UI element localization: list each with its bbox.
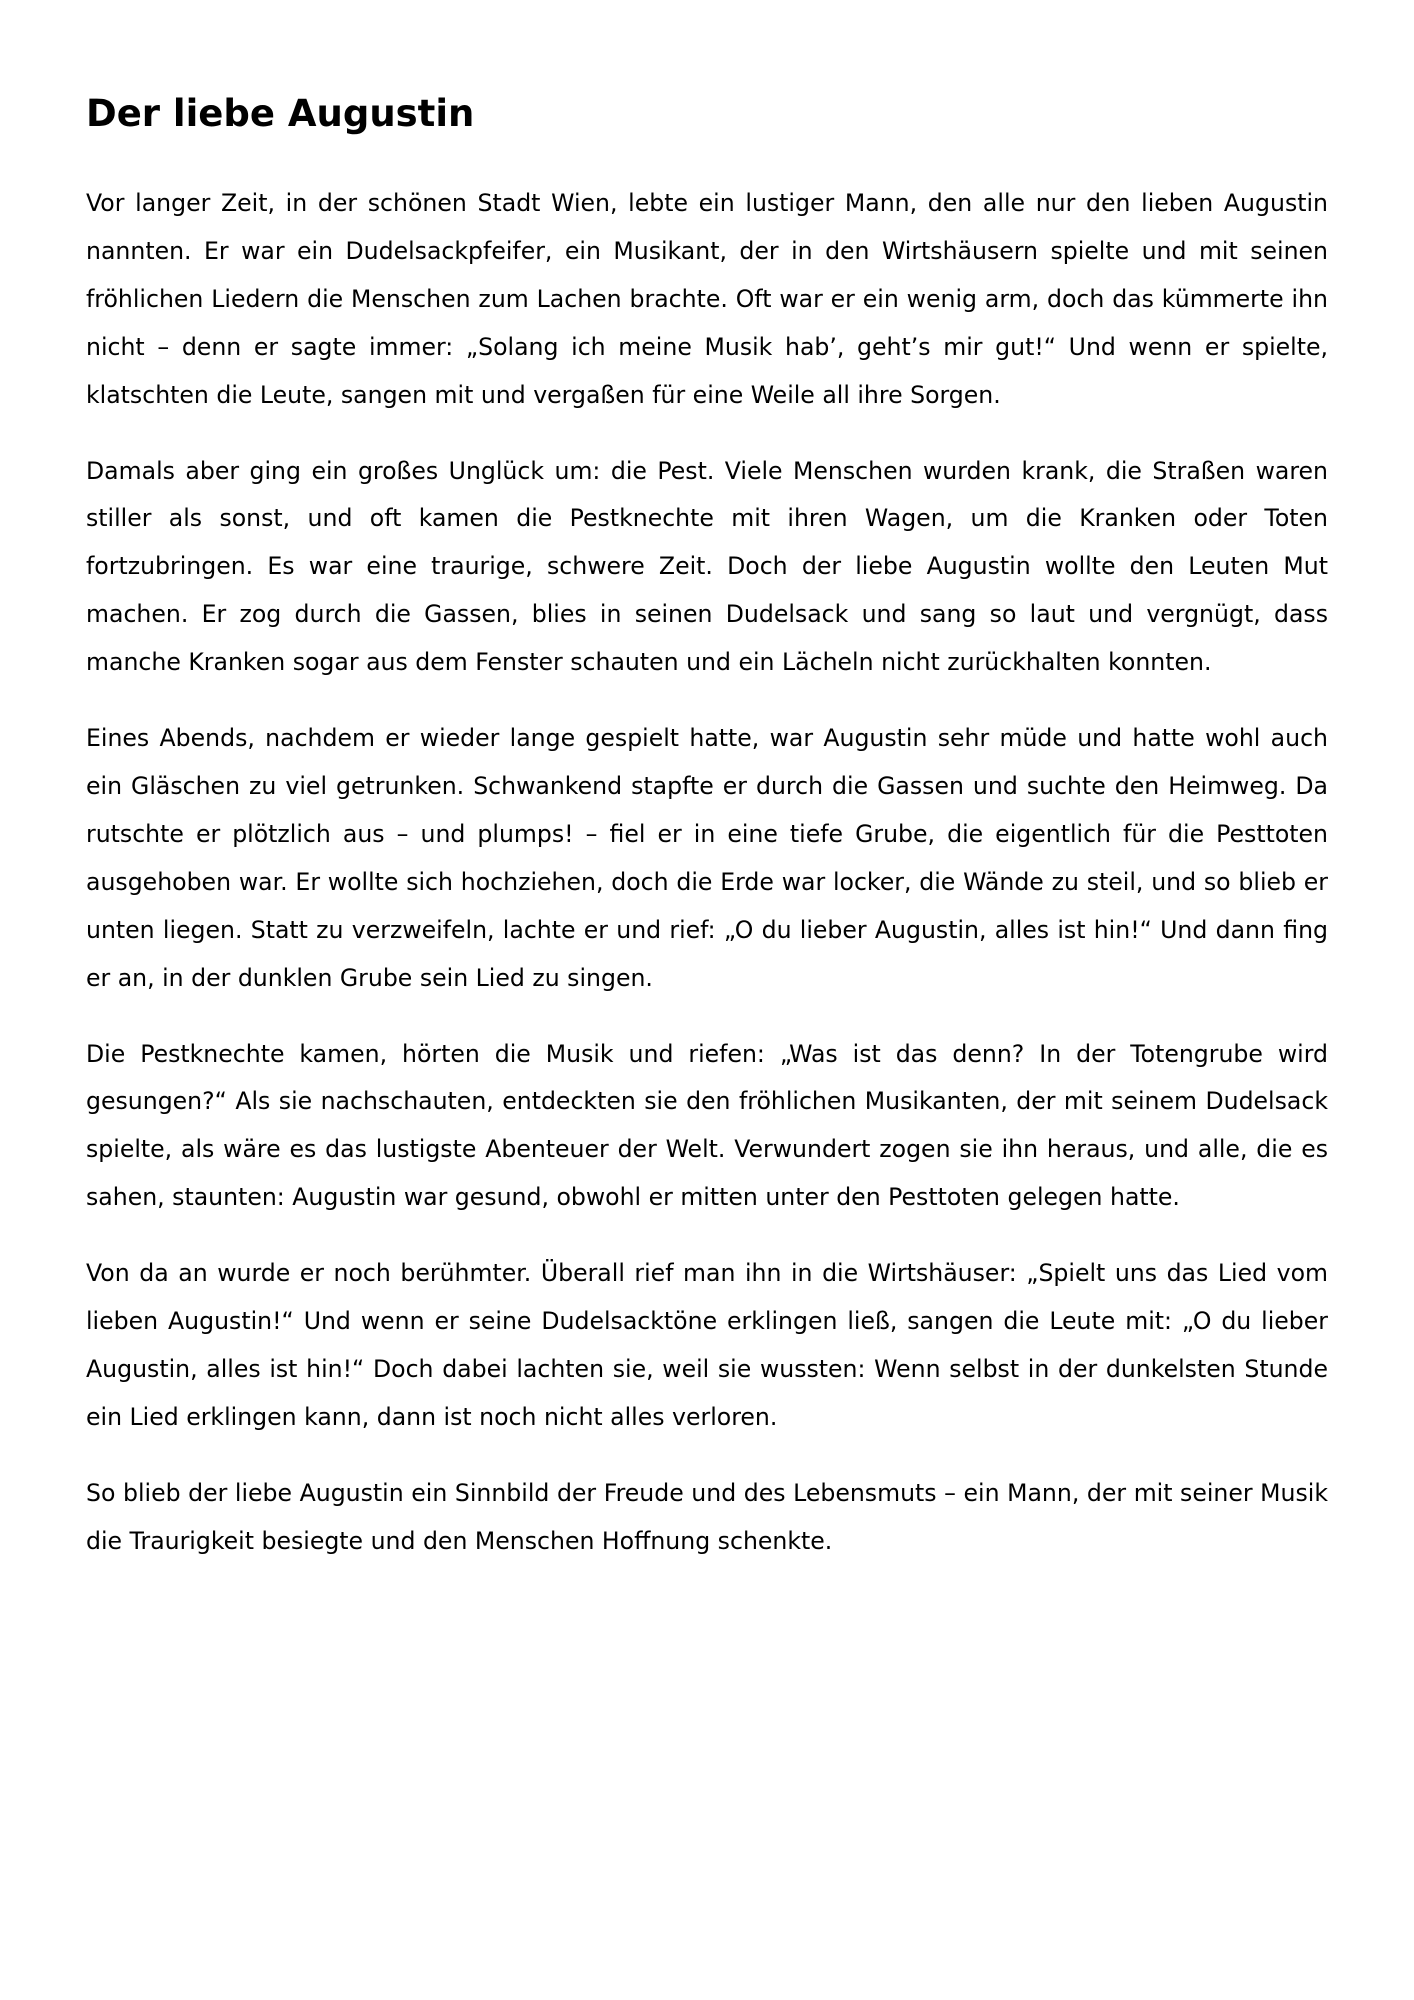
document-body (86, 84, 1328, 1594)
paragraph-2: Damals aber ging ein großes Unglück um: die Pest. Viele Menschen wurden krank, die Straßen waren stiller als sonst, und oft kamen die Pestknechte mit ihren Wagen, um die Kranken oder Toten fortzubringen. Es war eine traurige, schwere Zeit. Doch der liebe Augustin wollte den Leuten Mut machen. Er zog durch die Gassen, blies in seinen Dudelsack und sang so laut und vergnügt, dass manche Kranken sogar aus dem Fenster schauten und ein Lächeln nicht zurückhalten konnten. (86, 456, 1328, 677)
paragraph-3: Eines Abends, nachdem er wieder lange gespielt hatte, war Augustin sehr müde und hatte wohl auch ein Gläschen zu viel getrunken. Schwankend stapfte er durch die Gassen und suchte den Heimweg. Da rutschte er plötzlich aus – und plumps! – fiel er in eine tiefe Grube, die eigentlich für die Pesttoten ausgehoben war. Er wollte sich hochziehen, doch die Erde war locker, die Wände zu steil, und so blieb er unten liegen. Statt zu verzweifeln, lachte er und rief: „O du lieber Augustin, alles ist hin!“ Und dann fing er an, in der dunklen Grube sein Lied zu singen. (86, 724, 1328, 992)
paragraph-6: So blieb der liebe Augustin ein Sinnbild der Freude und des Lebensmuts – ein Mann, der mit seiner Musik die Traurigkeit besiegte und den Menschen Hoffnung schenkte. (86, 1478, 1328, 1555)
paragraph-4: Die Pestknechte kamen, hörten die Musik und riefen: „Was ist das denn? In der Totengrube wird gesungen?“ Als sie nachschauten, entdeckten sie den fröhlichen Musikanten, der mit seinem Dudelsack spielte, als wäre es das lustigste Abenteuer der Welt. Verwundert zogen sie ihn heraus, und alle, die es sahen, staunten: Augustin war gesund, obwohl er mitten unter den Pesttoten gelegen hatte. (86, 1039, 1328, 1212)
paragraph-5: Von da an wurde er noch berühmter. Überall rief man ihn in die Wirtshäuser: „Spielt uns das Lied vom lieben Augustin!“ Und wenn er seine Dudelsacktöne erklingen ließ, sangen die Leute mit: „O du lieber Augustin, alles ist hin!“ Doch dabei lachten sie, weil sie wussten: Wenn selbst in der dunkelsten Stunde ein Lied erklingen kann, dann ist noch nicht alles verloren. (86, 1259, 1328, 1431)
paragraph-1: Vor langer Zeit, in der schönen Stadt Wien, lebte ein lustiger Mann, den alle nur den lieben Augustin nannten. Er war ein Dudelsackpfeifer, ein Musikant, der in den Wirtshäusern spielte und mit seinen fröhlichen Liedern die Menschen zum Lachen brachte. Oft war er ein wenig arm, doch das kümmerte ihn nicht – denn er sagte immer: „Solang ich meine Musik hab’, geht’s mir gut!“ Und wenn er spielte, klatschten die Leute, sangen mit und vergaßen für eine Weile all ihre Sorgen. (86, 189, 1328, 409)
document-title: Der liebe Augustin (86, 92, 475, 135)
